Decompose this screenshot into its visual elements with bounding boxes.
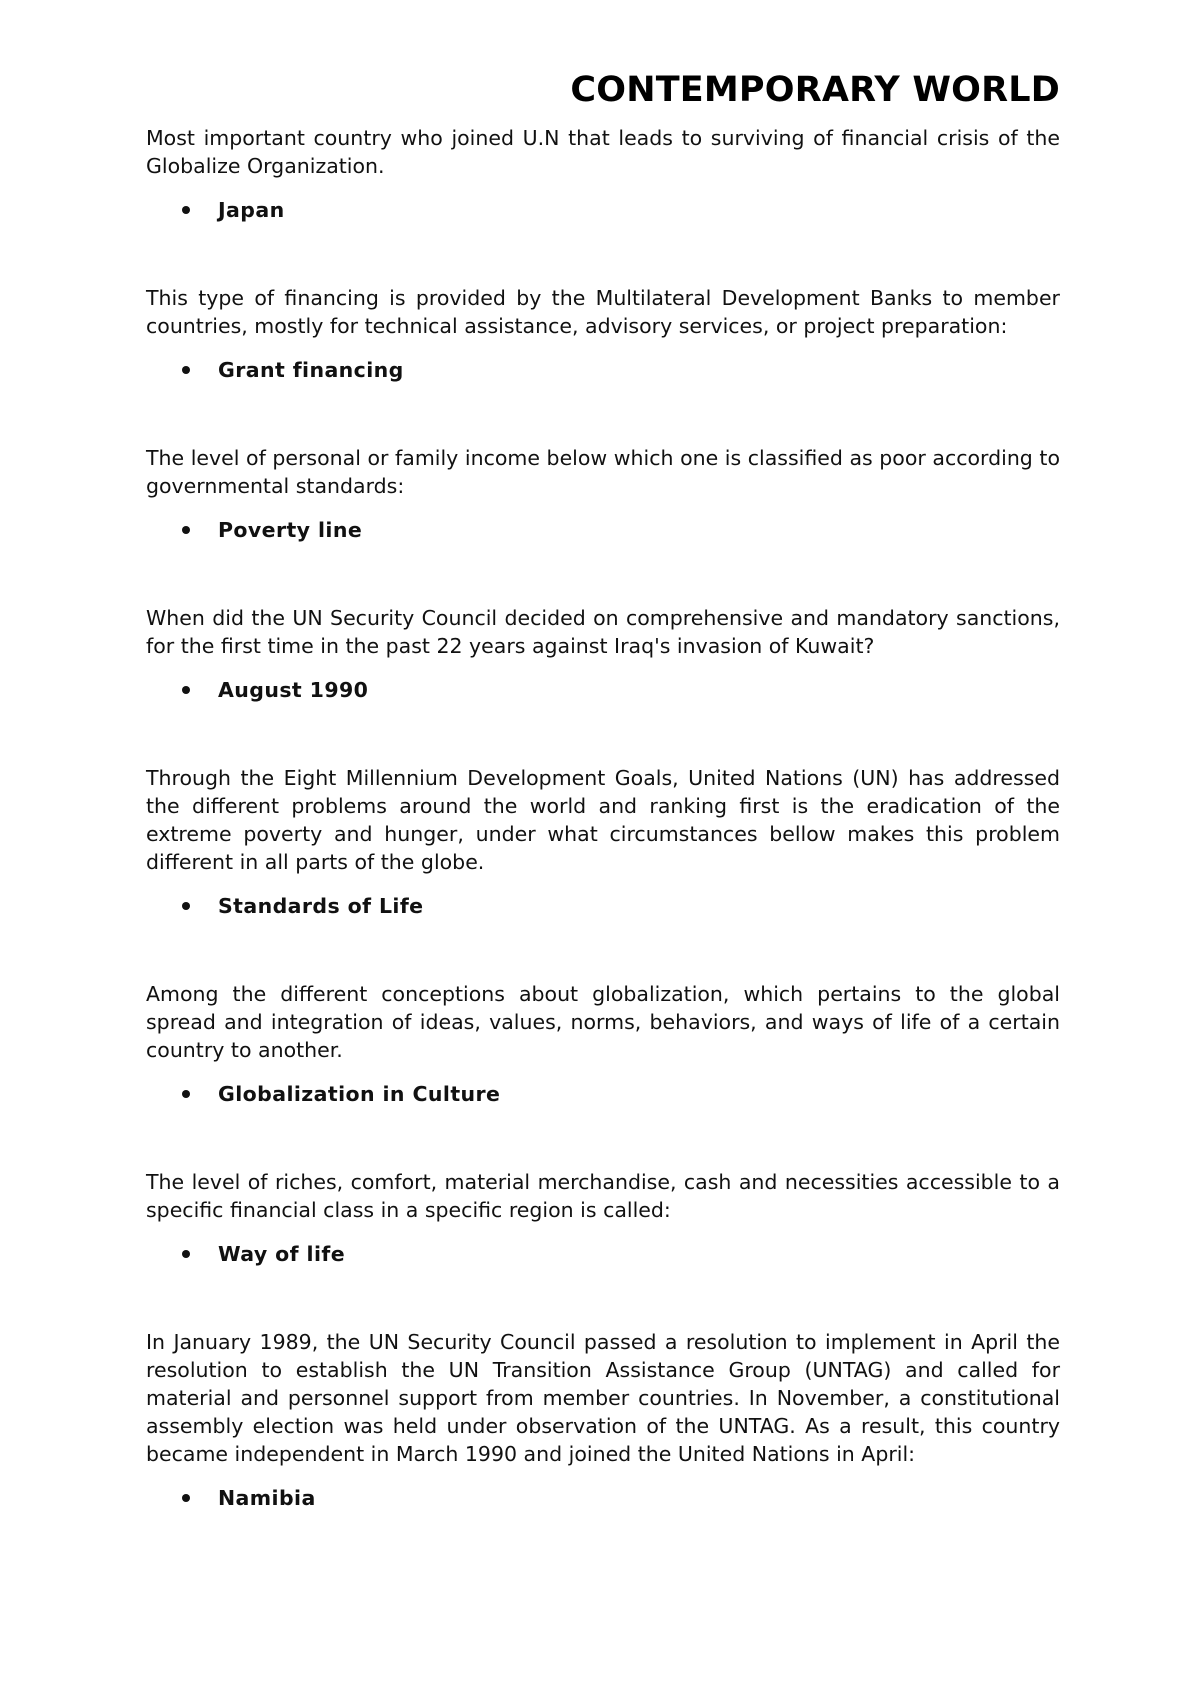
answer-item: [182, 1240, 1060, 1268]
answer-text: August 1990: [218, 678, 369, 702]
qa-item-6: [146, 980, 1060, 1108]
bullet-icon: [182, 366, 190, 374]
question-text: The level of riches, comfort, material merchandise, cash and necessities accessible to a specific financial class in a specific region is called:: [146, 1170, 1060, 1222]
answer-item: [182, 1484, 1060, 1512]
qa-item-5: [146, 764, 1060, 920]
bullet-icon: [182, 1250, 190, 1258]
question-text: Most important country who joined U.N that leads to surviving of financial crisis of the Globalize Organization.: [146, 126, 1060, 178]
qa-item-8: [146, 1328, 1060, 1512]
qa-item-7: [146, 1168, 1060, 1268]
answer-list: [146, 356, 1060, 384]
answer-text: Way of life: [218, 1242, 345, 1266]
qa-item-3: [146, 444, 1060, 544]
bullet-icon: [182, 902, 190, 910]
answer-text: Standards of Life: [218, 894, 424, 918]
bullet-icon: [182, 1090, 190, 1098]
answer-item: [182, 196, 1060, 224]
answer-text: Grant financing: [218, 358, 404, 382]
qa-item-4: [146, 604, 1060, 704]
answer-item: [182, 356, 1060, 384]
question-text: When did the UN Security Council decided on comprehensive and mandatory sanctions, for the first time in the past 22 years against Iraq's invasion of Kuwait?: [146, 606, 1060, 658]
bullet-icon: [182, 526, 190, 534]
answer-item: [182, 1080, 1060, 1108]
answer-text: Namibia: [218, 1486, 316, 1510]
answer-list: [146, 1240, 1060, 1268]
question-text: The level of personal or family income below which one is classified as poor according to governmental standards:: [146, 446, 1060, 498]
question-text: In January 1989, the UN Security Council passed a resolution to implement in April the resolution to establish the UN Transition Assistance Group (UNTAG) and called for material and personnel support from member countries. In November, a constitutional assembly election was held under observation of the UNTAG. As a result, this country became independent in March 1990 and joined the United Nations in April:: [146, 1330, 1060, 1466]
answer-text: Poverty line: [218, 518, 363, 542]
answer-text: Japan: [218, 198, 285, 222]
bullet-icon: [182, 206, 190, 214]
qa-item-1: [146, 124, 1060, 224]
document-page: [146, 70, 1060, 1572]
answer-list: [146, 892, 1060, 920]
answer-list: [146, 516, 1060, 544]
answer-list: [146, 1080, 1060, 1108]
bullet-icon: [182, 686, 190, 694]
question-text: Among the different conceptions about globalization, which pertains to the global spread and integration of ideas, values, norms, behaviors, and ways of life of a certain country to another.: [146, 982, 1060, 1062]
document-title: CONTEMPORARY WORLD: [570, 70, 1060, 110]
bullet-icon: [182, 1494, 190, 1502]
question-text: Through the Eight Millennium Development Goals, United Nations (UN) has addressed the different problems around the world and ranking first is the eradication of the extreme poverty and hunger, under what circumstances bellow makes this problem different in all parts of the globe.: [146, 766, 1060, 874]
answer-list: [146, 676, 1060, 704]
answer-item: [182, 516, 1060, 544]
answer-item: [182, 676, 1060, 704]
answer-text: Globalization in Culture: [218, 1082, 501, 1106]
question-text: This type of financing is provided by the Multilateral Development Banks to member countries, mostly for technical assistance, advisory services, or project preparation:: [146, 286, 1060, 338]
answer-list: [146, 1484, 1060, 1512]
answer-item: [182, 892, 1060, 920]
answer-list: [146, 196, 1060, 224]
qa-item-2: [146, 284, 1060, 384]
